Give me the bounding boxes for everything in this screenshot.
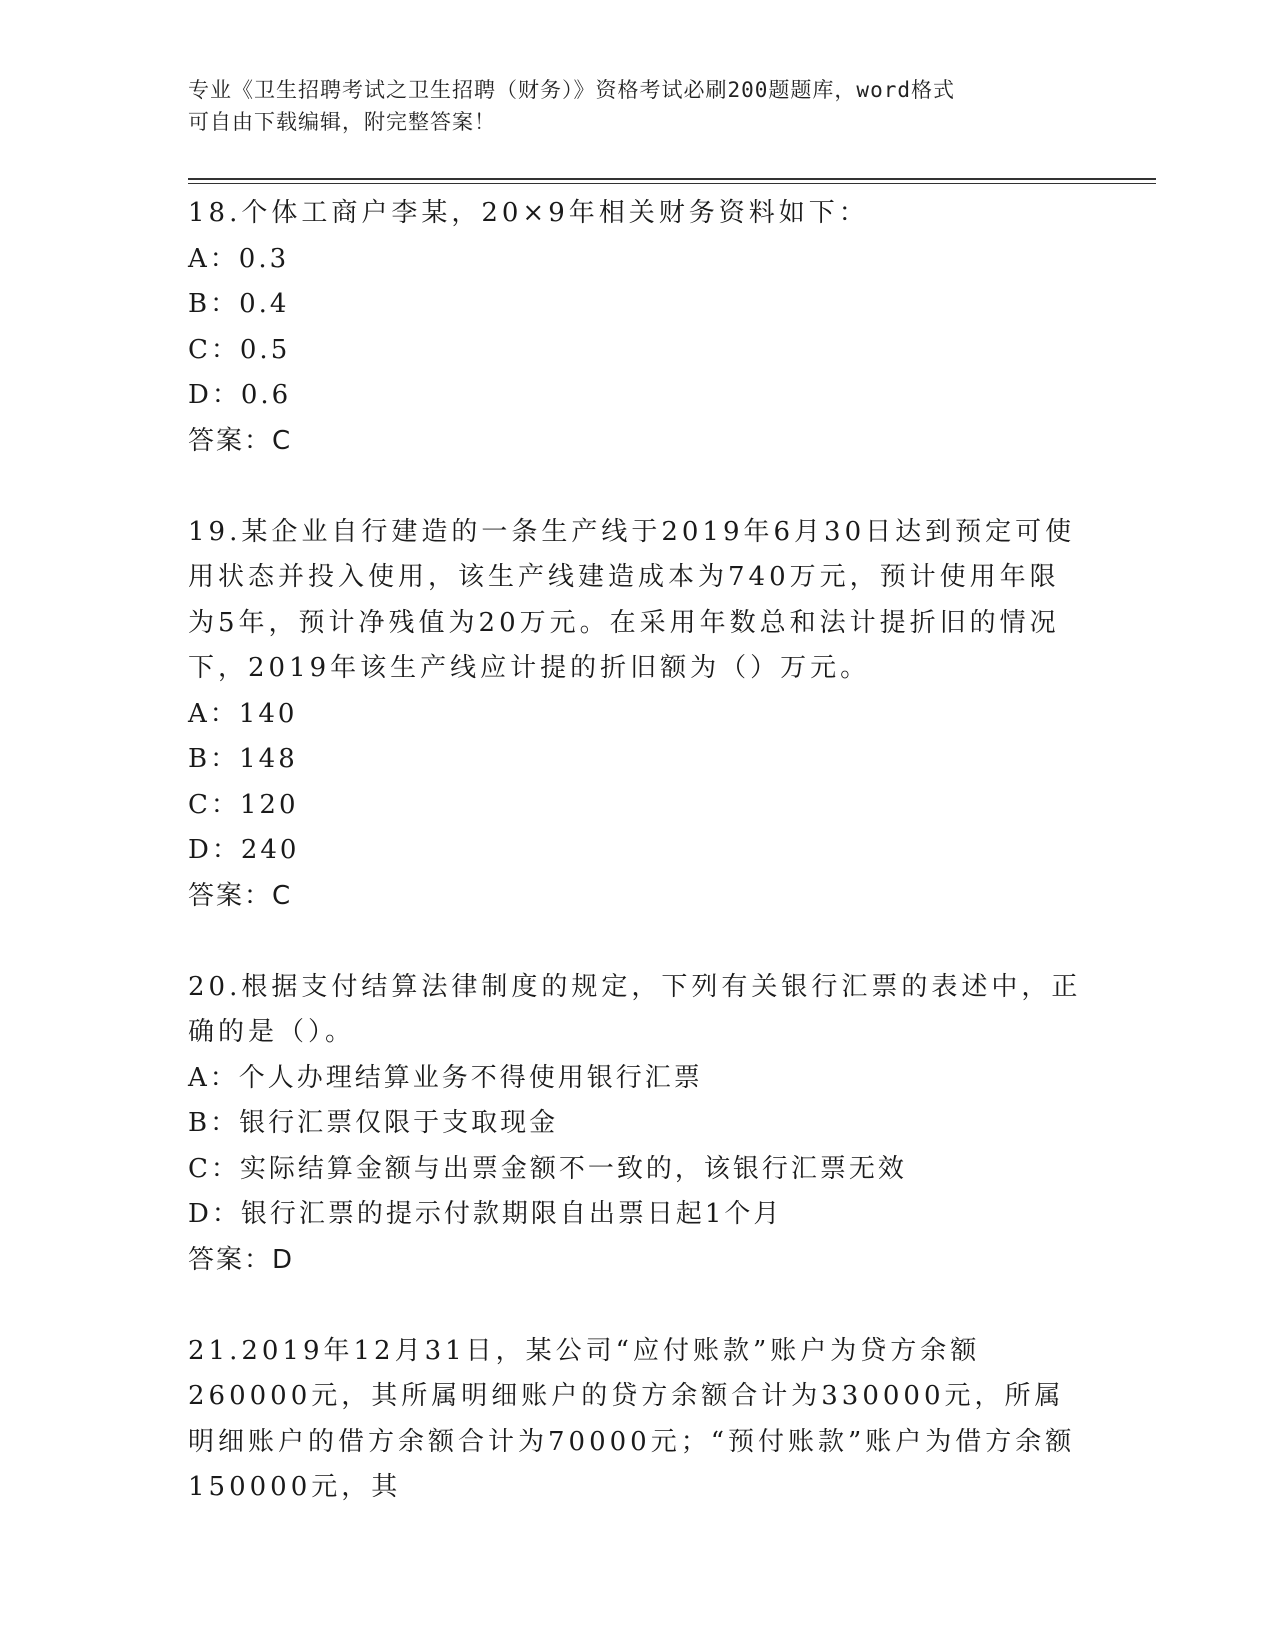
option-d: D：240 [188,835,300,865]
document-header [188,74,1088,138]
option-b: B：银行汇票仅限于支取现金 [188,1108,559,1138]
question-20 [188,965,1088,1284]
question-21 [188,1329,1088,1511]
question-18 [188,191,1088,464]
option-a: A：140 [188,698,298,729]
header-line-2: 可自由下载编辑，附完整答案！ [188,110,496,134]
answer-line: 答案：C [188,425,293,456]
option-d: D：银行汇票的提示付款期限自出票日起1个月 [188,1199,783,1229]
option-a: A：个人办理结算业务不得使用银行汇票 [188,1062,703,1093]
option-c: C：120 [188,789,299,820]
question-list [188,191,1088,1511]
header-divider-thin [188,183,1156,184]
option-b: B：0.4 [188,289,290,319]
question-stem: 21.2019年12月31日，某公司“应付账款”账户为贷方余额260000元，其所属明细账户的贷方余额合计为330000元，所属明细账户的借方余额合计为70000元；“预付账款”账户为借方余额150000元，其 [188,1335,1076,1502]
option-c: C：0.5 [188,334,291,365]
question-stem: 20.根据支付结算法律制度的规定，下列有关银行汇票的表述中，正确的是（）。 [188,971,1082,1047]
option-c: C：实际结算金额与出票金额不一致的，该银行汇票无效 [188,1153,907,1184]
header-line-1: 专业《卫生招聘考试之卫生招聘（财务）》资格考试必刷200题题库，word格式 [188,78,955,102]
option-b: B：148 [188,744,298,774]
option-d: D：0.6 [188,380,292,410]
header-divider-thick [188,178,1156,180]
option-a: A：0.3 [188,243,290,274]
question-stem: 18.个体工商户李某，20×9年相关财务资料如下： [188,198,869,228]
answer-line: 答案：D [188,1244,295,1275]
question-stem: 19.某企业自行建造的一条生产线于2019年6月30日达到预定可使用状态并投入使用，该生产线建造成本为740万元，预计使用年限为5年，预计净残值为20万元。在采用年数总和法计提折旧的情况下，2019年该生产线应计提的折旧额为（）万元。 [188,516,1076,683]
question-19 [188,510,1088,920]
answer-line: 答案：C [188,880,293,911]
